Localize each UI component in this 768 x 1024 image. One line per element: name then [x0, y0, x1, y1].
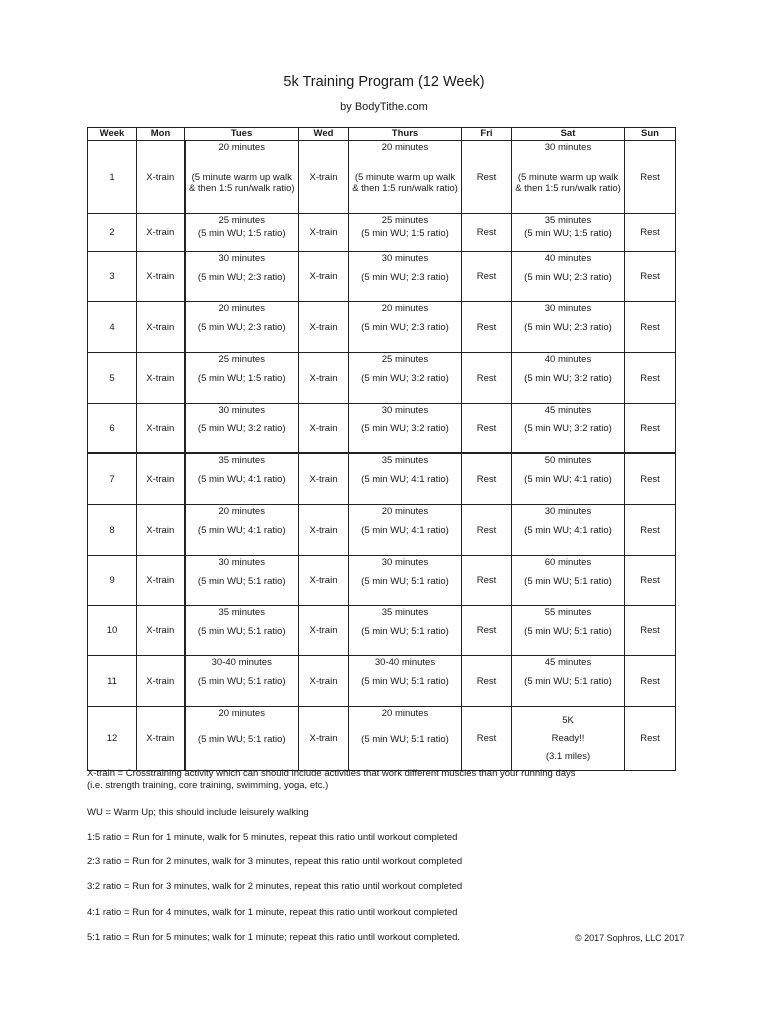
sun-activity-cell: [625, 302, 676, 353]
tues-workout-cell: [185, 556, 299, 606]
wed-activity-cell: [299, 252, 349, 302]
mon-activity-cell: [137, 556, 185, 606]
tues-workout-detail: (5 min WU; 1:5 ratio): [197, 373, 286, 384]
wed-activity: X-train: [309, 575, 338, 586]
thurs-workout-duration: 25 minutes: [381, 354, 429, 365]
sat-workout-duration: 30 minutes: [544, 506, 592, 517]
sat-workout-detail: (5 min WU; 1:5 ratio): [524, 227, 612, 239]
sun-activity-cell: [625, 505, 676, 556]
thurs-workout-detail: (5 min WU; 5:1 ratio): [361, 733, 449, 745]
tues-workout-detail: (5 min WU; 3:2 ratio): [197, 423, 286, 434]
note-line: 1:5 ratio = Run for 1 minute, walk for 5 minutes, repeat this ratio until workout completed: [87, 832, 458, 843]
sun-activity: Rest: [640, 227, 660, 238]
sun-activity-cell: [625, 404, 676, 454]
sun-activity-cell: [625, 252, 676, 302]
sat-workout-duration: 40 minutes: [544, 354, 592, 365]
wed-activity-cell: [299, 606, 349, 656]
fri-activity-cell: [462, 656, 512, 707]
thurs-workout-duration: 20 minutes: [381, 506, 429, 517]
mon-activity: X-train: [146, 675, 175, 687]
wed-activity: X-train: [309, 321, 338, 333]
wed-activity: X-train: [309, 422, 338, 434]
week-number-cell: [88, 302, 137, 353]
wed-activity: X-train: [309, 473, 338, 485]
tues-workout-cell: [185, 252, 299, 302]
sun-activity: Rest: [640, 675, 660, 687]
tues-workout-cell: [185, 707, 299, 771]
column-header: Tues: [185, 128, 299, 141]
tues-workout-duration: 20 minutes: [218, 142, 265, 153]
tues-workout-detail: (5 min WU; 5:1 ratio): [197, 625, 286, 637]
tues-workout-duration: 35 minutes: [218, 607, 265, 618]
tues-workout-cell: [185, 141, 299, 214]
fri-activity-cell: [462, 453, 512, 505]
thurs-workout-cell: [349, 606, 462, 656]
thurs-workout-detail: (5 min WU; 5:1 ratio): [361, 575, 449, 587]
week-number-cell: [88, 707, 137, 771]
fri-activity-cell: [462, 505, 512, 556]
fri-activity: Rest: [476, 575, 497, 586]
thurs-workout-detail: (5 minute warm up walk & then 1:5 run/walk ratio): [352, 172, 458, 194]
note-line: 5:1 ratio = Run for 5 minutes; walk for 1 minute; repeat this ratio until workout completed.: [87, 932, 461, 943]
sat-race-line: Ready!!: [551, 732, 585, 744]
week-number: 9: [109, 575, 115, 586]
fri-activity-cell: [462, 302, 512, 353]
wed-activity-cell: [299, 453, 349, 505]
fri-activity: Rest: [476, 171, 497, 183]
mon-activity-cell: [137, 656, 185, 707]
week-number: 12: [106, 733, 118, 744]
week-number: 8: [109, 524, 115, 536]
thurs-workout-detail: (5 min WU; 1:5 ratio): [361, 227, 449, 239]
tues-workout-duration: 30 minutes: [218, 557, 265, 568]
sun-activity-cell: [625, 556, 676, 606]
thurs-workout-detail: (5 min WU; 4:1 ratio): [361, 525, 449, 536]
wed-activity: X-train: [309, 625, 338, 636]
sun-activity: Rest: [640, 372, 660, 384]
sat-workout-cell: [512, 214, 625, 252]
week-number-cell: [88, 353, 137, 404]
tues-workout-detail: (5 min WU; 4:1 ratio): [197, 525, 286, 536]
sat-workout-duration: 55 minutes: [544, 607, 592, 618]
sat-workout-detail: (5 min WU; 3:2 ratio): [524, 373, 612, 384]
fri-activity: Rest: [476, 227, 497, 238]
column-header: Fri: [462, 128, 512, 141]
thurs-workout-detail: (5 min WU; 4:1 ratio): [361, 474, 449, 485]
sun-activity-cell: [625, 707, 676, 771]
thurs-workout-duration: 35 minutes: [381, 455, 429, 466]
sat-workout-duration: 30 minutes: [544, 142, 592, 153]
sun-activity: Rest: [640, 171, 660, 183]
fri-activity-cell: [462, 252, 512, 302]
thurs-workout-duration: 30 minutes: [381, 557, 429, 568]
fri-activity: Rest: [476, 372, 497, 384]
tues-workout-cell: [185, 453, 299, 505]
sat-workout-detail: (5 min WU; 5:1 ratio): [524, 676, 612, 687]
tues-workout-duration: 25 minutes: [218, 354, 265, 365]
sat-workout-detail: (5 min WU; 5:1 ratio): [524, 625, 612, 637]
fri-activity-cell: [462, 556, 512, 606]
week-number-cell: [88, 453, 137, 505]
mon-activity: X-train: [146, 321, 175, 333]
mon-activity: X-train: [146, 473, 175, 485]
note-line: 3:2 ratio = Run for 3 minutes, walk for 2 minutes, repeat this ratio until workout completed: [87, 881, 463, 892]
table-row: [88, 302, 676, 353]
sat-workout-duration: 30 minutes: [544, 303, 592, 314]
mon-activity: X-train: [146, 171, 175, 183]
wed-activity-cell: [299, 214, 349, 252]
sun-activity: Rest: [640, 733, 660, 744]
thurs-workout-detail: (5 min WU; 5:1 ratio): [361, 625, 449, 637]
week-number-cell: [88, 214, 137, 252]
sat-workout-detail: (5 min WU; 2:3 ratio): [524, 322, 612, 333]
copyright-text: © 2017 Sophros, LLC 2017: [575, 933, 685, 943]
tues-workout-duration: 30-40 minutes: [211, 657, 272, 668]
sat-workout-duration: 45 minutes: [544, 657, 592, 668]
wed-activity: X-train: [309, 271, 338, 282]
thurs-workout-cell: [349, 214, 462, 252]
thurs-workout-cell: [349, 353, 462, 404]
sat-workout-detail: (5 min WU; 4:1 ratio): [524, 474, 612, 485]
sun-activity-cell: [625, 453, 676, 505]
wed-activity-cell: [299, 556, 349, 606]
fri-activity-cell: [462, 214, 512, 252]
sat-workout-duration: 50 minutes: [544, 455, 592, 466]
sat-workout-cell: [512, 505, 625, 556]
week-number-cell: [88, 606, 137, 656]
thurs-workout-duration: 30-40 minutes: [374, 657, 436, 668]
tues-workout-cell: [185, 404, 299, 454]
note-line: 4:1 ratio = Run for 4 minutes, walk for 1 minute, repeat this ratio until workout completed: [87, 907, 458, 918]
wed-activity: X-train: [309, 372, 338, 384]
sat-workout-cell: [512, 353, 625, 404]
thurs-workout-cell: [349, 556, 462, 606]
wed-activity: X-train: [309, 171, 338, 183]
week-number: 2: [109, 227, 115, 238]
tues-workout-cell: [185, 214, 299, 252]
tues-workout-detail: (5 min WU; 5:1 ratio): [197, 676, 286, 687]
thurs-workout-detail: (5 min WU; 2:3 ratio): [361, 271, 449, 283]
note-line: (i.e. strength training, core training, swimming, yoga, etc.): [87, 780, 329, 791]
tues-workout-duration: 35 minutes: [218, 455, 265, 466]
thurs-workout-cell: [349, 707, 462, 771]
fri-activity-cell: [462, 606, 512, 656]
thurs-workout-cell: [349, 302, 462, 353]
tues-workout-cell: [185, 302, 299, 353]
thurs-workout-detail: (5 min WU; 3:2 ratio): [361, 423, 449, 434]
week-number: 11: [107, 675, 117, 687]
note-line: X-train = Crosstraining activity which can should include activities that work different muscles than your running days: [87, 768, 576, 779]
week-number-cell: [88, 404, 137, 454]
sat-workout-detail: (5 min WU; 3:2 ratio): [524, 423, 612, 434]
tues-workout-cell: [185, 606, 299, 656]
sat-workout-duration: 40 minutes: [544, 253, 592, 264]
thurs-workout-detail: (5 min WU; 3:2 ratio): [361, 373, 449, 384]
column-header: Mon: [137, 128, 185, 141]
week-number-cell: [88, 252, 137, 302]
mon-activity: X-train: [146, 227, 175, 238]
column-header: Sat: [512, 128, 625, 141]
mon-activity-cell: [137, 141, 185, 214]
table-row: [88, 252, 676, 302]
fri-activity: Rest: [476, 271, 497, 282]
thurs-workout-detail: (5 min WU; 2:3 ratio): [361, 322, 449, 333]
week-number: 3: [109, 271, 115, 282]
wed-activity-cell: [299, 404, 349, 454]
mon-activity: X-train: [146, 575, 175, 586]
thurs-workout-duration: 30 minutes: [381, 253, 429, 264]
column-header: Week: [88, 128, 137, 141]
wed-activity: X-train: [309, 733, 338, 744]
mon-activity-cell: [137, 404, 185, 454]
sun-activity: Rest: [640, 422, 660, 434]
tues-workout-detail: (5 minute warm up walk & then 1:5 run/walk ratio): [188, 172, 295, 194]
sat-workout-cell: [512, 606, 625, 656]
page-title: 5k Training Program (12 Week): [283, 74, 485, 90]
table-row: [88, 556, 676, 606]
wed-activity-cell: [299, 505, 349, 556]
mon-activity: X-train: [146, 422, 175, 434]
tues-workout-duration: 25 minutes: [218, 215, 265, 226]
table-row: [88, 353, 676, 404]
sun-activity: Rest: [640, 524, 660, 536]
sun-activity-cell: [625, 141, 676, 214]
week-number: 7: [109, 473, 115, 485]
mon-activity-cell: [137, 214, 185, 252]
sat-workout-cell: [512, 656, 625, 707]
tues-workout-duration: 20 minutes: [218, 506, 265, 517]
sun-activity: Rest: [640, 473, 660, 485]
tues-workout-detail: (5 min WU; 2:3 ratio): [197, 271, 286, 283]
thurs-workout-cell: [349, 141, 462, 214]
sun-activity-cell: [625, 353, 676, 404]
tues-workout-detail: (5 min WU; 2:3 ratio): [197, 322, 286, 333]
wed-activity-cell: [299, 656, 349, 707]
mon-activity: X-train: [146, 733, 175, 744]
mon-activity-cell: [137, 707, 185, 771]
tues-workout-duration: 30 minutes: [218, 405, 265, 416]
sat-workout-detail: (5 minute warm up walk & then 1:5 run/walk ratio): [515, 172, 621, 194]
mon-activity: X-train: [146, 372, 175, 384]
week-number: 4: [109, 321, 115, 333]
sat-workout-cell: [512, 302, 625, 353]
week-number: 6: [109, 422, 115, 434]
table-row: [88, 606, 676, 656]
sat-workout-duration: 45 minutes: [544, 405, 592, 416]
thurs-workout-detail: (5 min WU; 5:1 ratio): [361, 676, 449, 687]
week-number-cell: [88, 141, 137, 214]
fri-activity: Rest: [476, 675, 497, 687]
sun-activity: Rest: [640, 321, 660, 333]
sun-activity: Rest: [640, 575, 660, 586]
tues-workout-detail: (5 min WU; 5:1 ratio): [197, 575, 286, 587]
fri-activity: Rest: [476, 524, 497, 536]
table-row: [88, 707, 676, 771]
wed-activity-cell: [299, 141, 349, 214]
fri-activity-cell: [462, 404, 512, 454]
wed-activity: X-train: [309, 227, 338, 238]
sat-workout-duration: 60 minutes: [544, 557, 592, 568]
sat-workout-duration: 35 minutes: [544, 215, 592, 226]
thurs-workout-duration: 20 minutes: [381, 708, 429, 719]
tues-workout-cell: [185, 505, 299, 556]
sat-workout-cell: [512, 252, 625, 302]
mon-activity-cell: [137, 606, 185, 656]
week-number-cell: [88, 656, 137, 707]
sun-activity-cell: [625, 214, 676, 252]
mon-activity-cell: [137, 252, 185, 302]
sat-workout-detail: (5 min WU; 5:1 ratio): [524, 575, 612, 587]
sat-race-line: (3.1 miles): [545, 750, 591, 762]
tues-workout-duration: 30 minutes: [218, 253, 265, 264]
tues-workout-detail: (5 min WU; 1:5 ratio): [197, 227, 286, 239]
fri-activity: Rest: [476, 625, 497, 636]
thurs-workout-duration: 20 minutes: [381, 303, 429, 314]
column-header: Thurs: [349, 128, 462, 141]
tues-workout-cell: [185, 353, 299, 404]
wed-activity: X-train: [309, 524, 338, 536]
wed-activity-cell: [299, 302, 349, 353]
fri-activity-cell: [462, 141, 512, 214]
sat-workout-cell: [512, 556, 625, 606]
column-header: Wed: [299, 128, 349, 141]
mon-activity: X-train: [146, 524, 175, 536]
week-number-cell: [88, 556, 137, 606]
sun-activity: Rest: [640, 625, 660, 636]
wed-activity: X-train: [309, 675, 338, 687]
fri-activity-cell: [462, 353, 512, 404]
tues-workout-duration: 20 minutes: [218, 303, 265, 314]
mon-activity-cell: [137, 505, 185, 556]
training-table: [87, 127, 676, 771]
thurs-workout-cell: [349, 404, 462, 454]
wed-activity-cell: [299, 707, 349, 771]
mon-activity-cell: [137, 453, 185, 505]
mon-activity-cell: [137, 353, 185, 404]
fri-activity: Rest: [476, 422, 497, 434]
tues-workout-cell: [185, 656, 299, 707]
thurs-workout-duration: 20 minutes: [381, 142, 429, 153]
tues-workout-detail: (5 min WU; 4:1 ratio): [197, 474, 286, 485]
fri-activity: Rest: [476, 733, 497, 744]
note-line: 2:3 ratio = Run for 2 minutes, walk for 3 minutes, repeat this ratio until workout completed: [87, 856, 463, 867]
fri-activity: Rest: [476, 321, 497, 333]
thurs-workout-cell: [349, 505, 462, 556]
thurs-workout-duration: 30 minutes: [381, 405, 429, 416]
week-number: 10: [106, 625, 118, 636]
note-line: WU = Warm Up; this should include leisurely walking: [87, 807, 309, 818]
table-row: [88, 453, 676, 505]
sat-race-cell: [512, 707, 625, 771]
sun-activity-cell: [625, 656, 676, 707]
fri-activity: Rest: [476, 473, 497, 485]
sat-workout-cell: [512, 141, 625, 214]
table-row: [88, 141, 676, 214]
tues-workout-duration: 20 minutes: [218, 708, 265, 719]
table-row: [88, 656, 676, 707]
week-number-cell: [88, 505, 137, 556]
mon-activity: X-train: [146, 271, 175, 282]
sat-race-line: 5K: [562, 714, 574, 726]
table-row: [88, 505, 676, 556]
thurs-workout-duration: 35 minutes: [381, 607, 429, 618]
thurs-workout-cell: [349, 252, 462, 302]
week-number: 1: [109, 171, 115, 183]
sat-workout-detail: (5 min WU; 4:1 ratio): [524, 525, 612, 536]
sat-workout-cell: [512, 453, 625, 505]
table-row: [88, 214, 676, 252]
thurs-workout-cell: [349, 656, 462, 707]
column-header: Sun: [625, 128, 676, 141]
sat-workout-detail: (5 min WU; 2:3 ratio): [524, 271, 612, 283]
table-header-row: [88, 128, 676, 141]
tues-workout-detail: (5 min WU; 5:1 ratio): [197, 733, 286, 745]
page-subtitle: by BodyTithe.com: [340, 101, 428, 113]
wed-activity-cell: [299, 353, 349, 404]
sun-activity-cell: [625, 606, 676, 656]
thurs-workout-duration: 25 minutes: [381, 215, 429, 226]
table-row: [88, 404, 676, 454]
sat-workout-cell: [512, 404, 625, 454]
week-number: 5: [109, 372, 115, 384]
mon-activity-cell: [137, 302, 185, 353]
thurs-workout-cell: [349, 453, 462, 505]
sun-activity: Rest: [640, 271, 660, 282]
mon-activity: X-train: [146, 625, 175, 636]
fri-activity-cell: [462, 707, 512, 771]
